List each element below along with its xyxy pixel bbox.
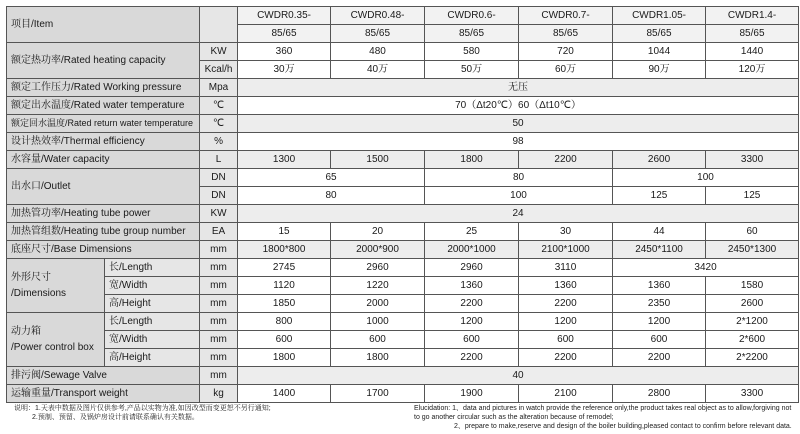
value-cell: 无压 — [238, 79, 799, 97]
item-header: 项目/Item — [7, 7, 200, 43]
unit-cell: mm — [200, 367, 238, 385]
note-line: 2、prepare to make,reserve and design of the boiler building,pleased contact to confirm before relevant data. — [454, 423, 792, 430]
value-cell: 3300 — [706, 151, 799, 169]
water-temp-label: 额定出水温度/Rated water temperature — [7, 97, 200, 115]
value-cell: 40万 — [331, 61, 425, 79]
value-cell: 1200 — [613, 313, 706, 331]
value-cell: 1120 — [238, 277, 331, 295]
value-cell: 2100*1000 — [519, 241, 613, 259]
capacity-label: 水容量/Water capacity — [7, 151, 200, 169]
unit-cell: mm — [200, 259, 238, 277]
value-cell: 3110 — [519, 259, 613, 277]
value-cell: 50万 — [425, 61, 519, 79]
value-cell: 600 — [331, 331, 425, 349]
temp-cell: 85/65 — [425, 25, 519, 43]
unit-cell: KW — [200, 205, 238, 223]
weight-label: 运输重量/Transport weight — [7, 385, 200, 403]
pressure-label: 额定工作压力/Rated Working pressure — [7, 79, 200, 97]
unit-cell: KW — [200, 43, 238, 61]
value-cell: 25 — [425, 223, 519, 241]
value-cell: 100 — [425, 187, 613, 205]
value-cell: 2000 — [331, 295, 425, 313]
unit-cell: mm — [200, 331, 238, 349]
value-cell: 65 — [238, 169, 425, 187]
value-cell: 2100 — [519, 385, 613, 403]
heating-label: 额定热功率/Rated heating capacity — [7, 43, 200, 79]
value-cell: 600 — [519, 331, 613, 349]
value-cell: 120万 — [706, 61, 799, 79]
unit-cell: Mpa — [200, 79, 238, 97]
sewage-row — [7, 367, 799, 385]
value-cell: 1500 — [331, 151, 425, 169]
value-cell: 1850 — [238, 295, 331, 313]
tube-power-row — [7, 205, 799, 223]
power-box-label-en: /Power control box — [11, 341, 94, 353]
unit-cell: L — [200, 151, 238, 169]
unit-cell: mm — [200, 295, 238, 313]
value-cell: 2000*1000 — [425, 241, 519, 259]
value-cell: 2200 — [519, 295, 613, 313]
weight-row — [7, 385, 799, 403]
efficiency-row — [7, 133, 799, 151]
value-cell: 1800 — [331, 349, 425, 367]
model-cell: CWDR0.7- — [519, 7, 613, 25]
value-cell: 1200 — [425, 313, 519, 331]
value-cell: 1000 — [331, 313, 425, 331]
tube-power-label: 加热管功率/Heating tube power — [7, 205, 200, 223]
value-cell: 800 — [238, 313, 331, 331]
pressure-row — [7, 79, 799, 97]
value-cell: 1220 — [331, 277, 425, 295]
value-cell: 80 — [425, 169, 613, 187]
sub-label: 宽/Width — [105, 331, 200, 349]
value-cell: 1800 — [425, 151, 519, 169]
value-cell: 2450*1100 — [613, 241, 706, 259]
outlet-row-1 — [7, 169, 799, 187]
unit-cell: DN — [200, 187, 238, 205]
temp-cell: 85/65 — [613, 25, 706, 43]
model-cell: CWDR0.35- — [238, 7, 331, 25]
sub-label: 长/Length — [105, 313, 200, 331]
value-cell: 1580 — [706, 277, 799, 295]
temp-cell: 85/65 — [706, 25, 799, 43]
value-cell: 1900 — [425, 385, 519, 403]
tube-groups-label: 加热管组数/Heating tube group number — [7, 223, 200, 241]
value-cell: 600 — [613, 331, 706, 349]
value-cell: 2960 — [331, 259, 425, 277]
temp-cell: 85/65 — [238, 25, 331, 43]
header-model-row — [7, 7, 799, 25]
unit-cell: mm — [200, 277, 238, 295]
unit-cell: mm — [200, 313, 238, 331]
value-cell: 2*600 — [706, 331, 799, 349]
value-cell: 1300 — [238, 151, 331, 169]
value-cell: 60 — [706, 223, 799, 241]
value-cell: 60万 — [519, 61, 613, 79]
value-cell: 125 — [706, 187, 799, 205]
value-cell: 2350 — [613, 295, 706, 313]
value-cell: 3300 — [706, 385, 799, 403]
dimensions-label — [7, 259, 105, 313]
value-cell: 98 — [238, 133, 799, 151]
value-cell: 1440 — [706, 43, 799, 61]
value-cell: 2200 — [519, 349, 613, 367]
model-cell: CWDR0.6- — [425, 7, 519, 25]
unit-cell: kg — [200, 385, 238, 403]
notes-chinese — [14, 404, 404, 422]
value-cell: 1800 — [238, 349, 331, 367]
value-cell: 3420 — [613, 259, 799, 277]
value-cell: 1700 — [331, 385, 425, 403]
value-cell: 30 — [519, 223, 613, 241]
value-cell: 24 — [238, 205, 799, 223]
sewage-label: 排污阀/Sewage Valve — [7, 367, 200, 385]
value-cell: 2200 — [425, 349, 519, 367]
notes-english — [414, 404, 794, 431]
value-cell: 1800*800 — [238, 241, 331, 259]
value-cell: 1200 — [519, 313, 613, 331]
value-cell: 2600 — [706, 295, 799, 313]
dimensions-width-row — [7, 277, 799, 295]
unit-cell: mm — [200, 241, 238, 259]
model-cell: CWDR0.48- — [331, 7, 425, 25]
dimensions-length-row — [7, 259, 799, 277]
value-cell: 2450*1300 — [706, 241, 799, 259]
unit-cell: Kcal/h — [200, 61, 238, 79]
value-cell: 580 — [425, 43, 519, 61]
value-cell: 15 — [238, 223, 331, 241]
value-cell: 2200 — [519, 151, 613, 169]
value-cell: 44 — [613, 223, 706, 241]
value-cell: 90万 — [613, 61, 706, 79]
note-line: to go another circular such as the alteration because of remodel; — [414, 414, 614, 421]
sub-label: 高/Height — [105, 349, 200, 367]
value-cell: 1360 — [613, 277, 706, 295]
model-cell: CWDR1.4- — [706, 7, 799, 25]
power-box-width-row — [7, 331, 799, 349]
heating-kw-row — [7, 43, 799, 61]
value-cell: 2800 — [613, 385, 706, 403]
value-cell: 2200 — [613, 349, 706, 367]
value-cell: 1360 — [425, 277, 519, 295]
value-cell: 2000*900 — [331, 241, 425, 259]
base-row — [7, 241, 799, 259]
efficiency-label: 设计热效率/Thermal efficiency — [7, 133, 200, 151]
value-cell: 2745 — [238, 259, 331, 277]
note-line: 2.预制、预留、及锅炉房设计前请联系确认有关数据。 — [32, 414, 199, 421]
sub-label: 高/Height — [105, 295, 200, 313]
note-line: Elucidation: 1、data and pictures in watch provide the reference only,the product takes real object as to allow,forgiving not — [414, 405, 792, 412]
return-temp-row — [7, 115, 799, 133]
unit-cell: DN — [200, 169, 238, 187]
power-box-label — [7, 313, 105, 367]
value-cell: 125 — [613, 187, 706, 205]
value-cell: 480 — [331, 43, 425, 61]
value-cell: 50 — [238, 115, 799, 133]
power-box-length-row — [7, 313, 799, 331]
unit-cell: mm — [200, 349, 238, 367]
value-cell: 100 — [613, 169, 799, 187]
value-cell: 360 — [238, 43, 331, 61]
value-cell: 20 — [331, 223, 425, 241]
value-cell: 1360 — [519, 277, 613, 295]
unit-cell: ℃ — [200, 115, 238, 133]
temp-cell: 85/65 — [519, 25, 613, 43]
note-line: 说明：1.天表中数据及图片仅供参考,产品以实物为准,如因改型而变更恕不另行通知; — [14, 405, 271, 412]
power-box-height-row — [7, 349, 799, 367]
capacity-row — [7, 151, 799, 169]
dimensions-height-row — [7, 295, 799, 313]
value-cell: 2*1200 — [706, 313, 799, 331]
sub-label: 长/Length — [105, 259, 200, 277]
power-box-label-cn: 动力箱 — [11, 325, 41, 337]
unit-cell: ℃ — [200, 97, 238, 115]
value-cell: 80 — [238, 187, 425, 205]
value-cell: 2960 — [425, 259, 519, 277]
water-temp-row — [7, 97, 799, 115]
value-cell: 70（Δt20℃）60（Δt10℃） — [238, 97, 799, 115]
value-cell: 720 — [519, 43, 613, 61]
spec-table — [6, 6, 799, 403]
unit-cell: EA — [200, 223, 238, 241]
value-cell: 2200 — [425, 295, 519, 313]
unit-cell: % — [200, 133, 238, 151]
model-cell: CWDR1.05- — [613, 7, 706, 25]
temp-cell: 85/65 — [331, 25, 425, 43]
value-cell: 30万 — [238, 61, 331, 79]
value-cell: 1400 — [238, 385, 331, 403]
value-cell: 2*2200 — [706, 349, 799, 367]
dimensions-label-en: /Dimensions — [11, 287, 67, 299]
value-cell: 40 — [238, 367, 799, 385]
dimensions-label-cn: 外形尺寸 — [11, 271, 51, 283]
unit-header-blank — [200, 7, 238, 43]
value-cell: 600 — [425, 331, 519, 349]
value-cell: 1044 — [613, 43, 706, 61]
return-temp-label: 额定回水温度/Rated return water temperature — [7, 115, 200, 133]
value-cell: 600 — [238, 331, 331, 349]
outlet-label: 出水口/Outlet — [7, 169, 200, 205]
value-cell: 2600 — [613, 151, 706, 169]
tube-groups-row — [7, 223, 799, 241]
sub-label: 宽/Width — [105, 277, 200, 295]
base-label: 底座尺寸/Base Dimensions — [7, 241, 200, 259]
